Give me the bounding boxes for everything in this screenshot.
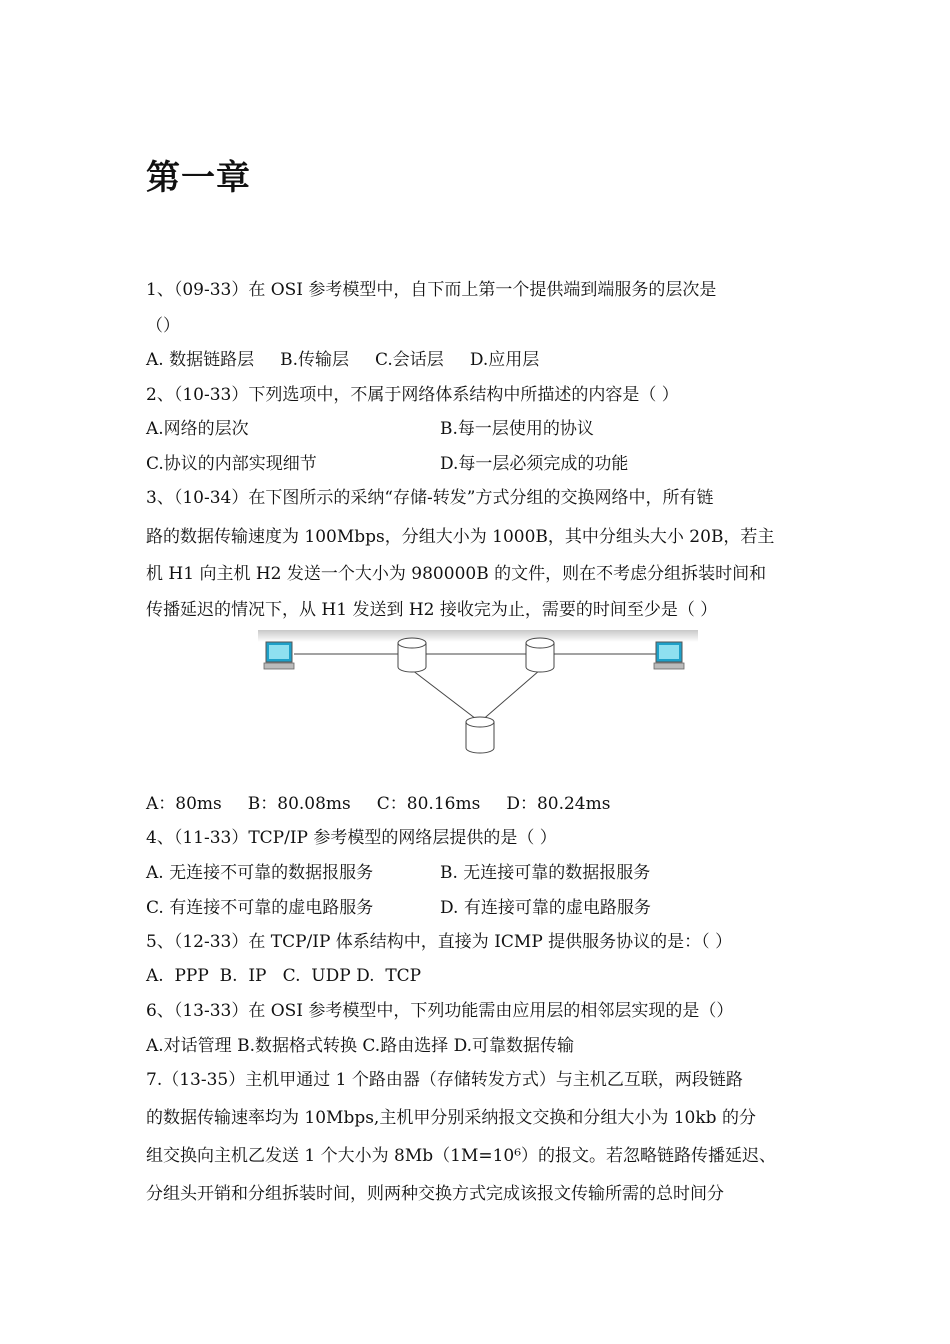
q4-line-1: 4、（11-33）TCP/IP 参考模型的网络层提供的是（ ） — [146, 828, 557, 848]
q1-options — [146, 352, 539, 369]
q6-options: A.对话管理 B.数据格式转换 C.路由选择 D.可靠数据传输 — [146, 1036, 575, 1056]
q3-line-3: 机 H1 向主机 H2 发送一个大小为 980000B 的文件，则在不考虑分组拆装时间和 — [146, 564, 767, 584]
network-diagram — [258, 630, 698, 760]
q1-option-d: D.应用层 — [469, 350, 540, 370]
router-icon-2 — [526, 638, 554, 672]
router-icon-1 — [398, 638, 426, 672]
q5-options: A. PPP B. IP C. UDP D. TCP — [146, 966, 422, 986]
q7-line-3: 组交换向主机乙发送 1 个大小为 8Mb（1M=10⁶）的报文。若忽略链路传播延迟、 — [146, 1146, 777, 1166]
computer-icon-h1 — [264, 642, 294, 669]
q1-option-b: B.传输层 — [280, 350, 349, 370]
q4-option-b: B. 无连接可靠的数据报服务 — [440, 863, 651, 883]
q7-line-1: 7.（13-35）主机甲通过 1 个路由器（存储转发方式）与主机乙互联，两段链路 — [146, 1070, 743, 1090]
q3-option-c: C：80.16ms — [376, 794, 481, 814]
q6-line-1: 6、（13-33）在 OSI 参考模型中，下列功能需由应用层的相邻层实现的是（） — [146, 1001, 734, 1021]
q1-option-c: C.会话层 — [375, 350, 444, 370]
computer-icon-h2 — [654, 642, 684, 669]
q3-line-1: 3、（10-34）在下图所示的采纳“存储-转发”方式分组的交换网络中，所有链 — [146, 488, 714, 508]
q3-options — [146, 796, 610, 813]
q3-option-d: D：80.24ms — [506, 794, 611, 814]
q1-option-a: A. 数据链路层 — [146, 350, 255, 370]
router-icon-3 — [466, 717, 494, 753]
q7-line-4: 分组头开销和分组拆装时间，则两种交换方式完成该报文传输所需的总时间分 — [146, 1184, 724, 1204]
link-r2-r3 — [480, 670, 540, 722]
chapter-title: 第一章 — [146, 158, 251, 198]
q7-line-2: 的数据传输速率均为 10Mbps,主机甲分别采纳报文交换和分组大小为 10kb 的分 — [146, 1108, 756, 1128]
q2-option-a: A.网络的层次 — [146, 419, 249, 439]
q3-line-2: 路的数据传输速度为 100Mbps，分组大小为 1000B，其中分组头大小 20B，若主 — [146, 527, 775, 547]
q5-line-1: 5、（12-33）在 TCP/IP 体系结构中，直接为 ICMP 提供服务协议的是：（ ） — [146, 932, 733, 952]
q2-line-1: 2、（10-33）下列选项中，不属于网络体系结构中所描述的内容是（ ） — [146, 385, 679, 405]
q3-option-b: B：80.08ms — [247, 794, 351, 814]
q3-option-a: A：80ms — [146, 794, 222, 814]
q4-option-a: A. 无连接不可靠的数据报服务 — [146, 863, 374, 883]
q2-option-d: D.每一层必须完成的功能 — [440, 454, 629, 474]
link-r1-r3 — [412, 670, 480, 722]
q2-option-c: C.协议的内部实现细节 — [146, 454, 317, 474]
q4-option-d: D. 有连接可靠的虚电路服务 — [440, 898, 651, 918]
diagram-shade — [258, 630, 698, 642]
q1-line-1: 1、（09-33）在 OSI 参考模型中，自下而上第一个提供端到端服务的层次是 — [146, 280, 717, 300]
q1-line-2: （） — [146, 316, 180, 336]
q4-option-c: C. 有连接不可靠的虚电路服务 — [146, 898, 374, 918]
q2-option-b: B.每一层使用的协议 — [440, 419, 594, 439]
q3-line-4: 传播延迟的情况下，从 H1 发送到 H2 接收完为止，需要的时间至少是（ ） — [146, 600, 718, 620]
